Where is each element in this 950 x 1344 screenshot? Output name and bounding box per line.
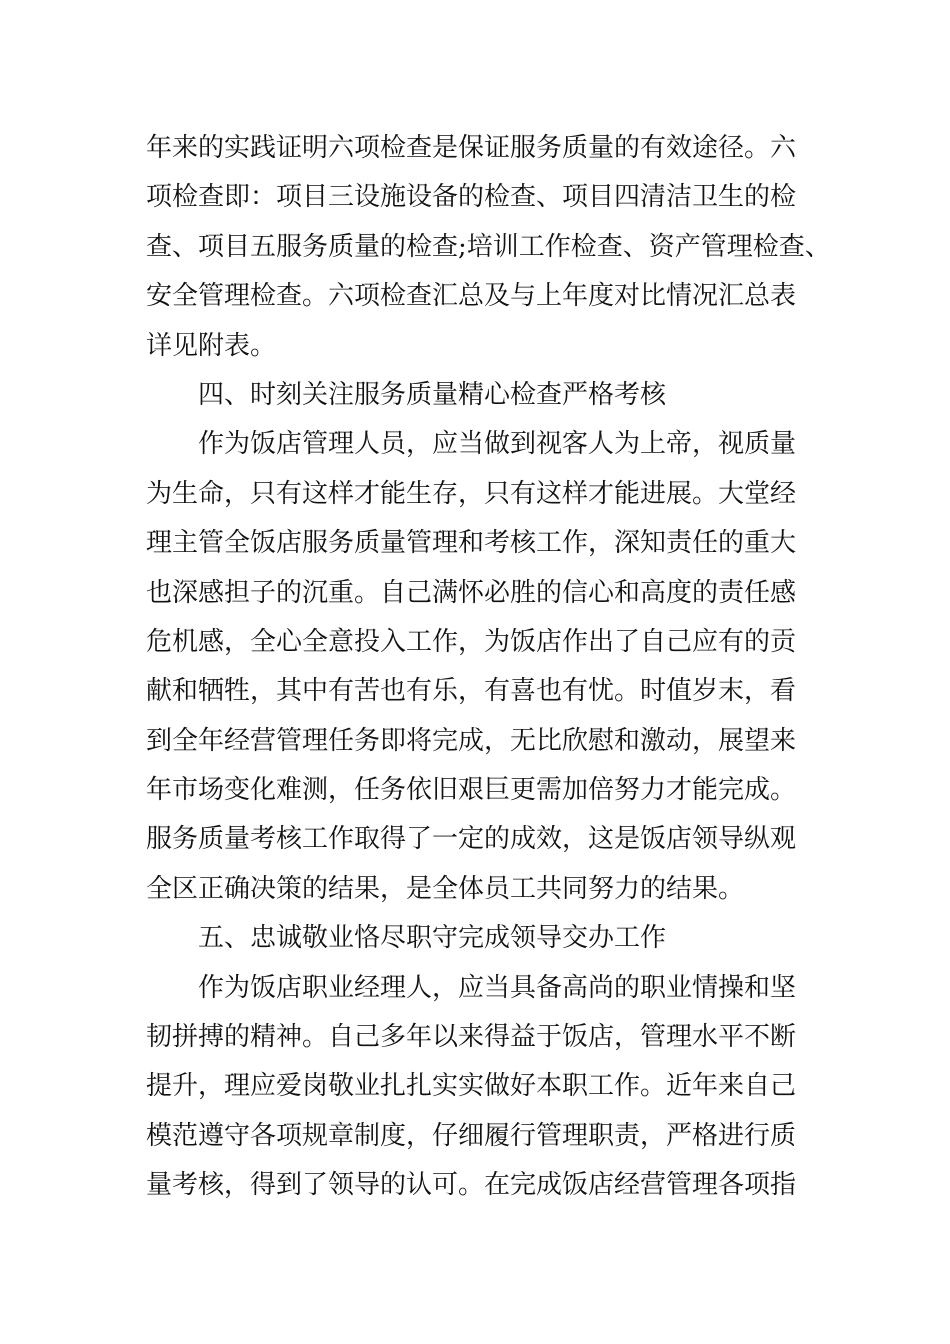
section-heading-5: 五、忠诚敬业恪尽职守完成领导交办工作	[198, 923, 667, 954]
text-line: 献和牺牲，其中有苦也有乐，有喜也有忧。时值岁末，看	[146, 676, 797, 707]
text-line: 危机感，全心全意投入工作，为饭店作出了自己应有的贡	[146, 626, 797, 657]
text-line: 查、项目五服务质量的检查;培训工作检查、资产管理检查、	[146, 231, 831, 262]
text-line: 年市场变化难测，任务依旧艰巨更需加倍努力才能完成。	[146, 775, 797, 806]
text-line: 详见附表。	[146, 330, 277, 361]
text-line: 到全年经营管理任务即将完成，无比欣慰和激动，展望来	[146, 725, 797, 756]
body-text	[146, 124, 846, 1211]
paragraph-start: 作为饭店管理人员，应当做到视客人为上帝，视质量	[198, 429, 797, 460]
text-line: 量考核，得到了领导的认可。在完成饭店经营管理各项指	[146, 1170, 797, 1201]
text-line: 提升，理应爱岗敬业扎扎实实做好本职工作。近年来自己	[146, 1071, 797, 1102]
paragraph-start: 作为饭店职业经理人，应当具备高尚的职业情操和坚	[198, 972, 797, 1003]
text-line: 安全管理检查。六项检查汇总及与上年度对比情况汇总表	[146, 281, 797, 312]
text-line: 年来的实践证明六项检查是保证服务质量的有效途径。六	[146, 133, 797, 163]
text-line: 为生命，只有这样才能生存，只有这样才能进展。大堂经	[146, 478, 797, 509]
text-line: 也深感担子的沉重。自己满怀必胜的信心和高度的责任感	[146, 577, 797, 608]
text-line: 服务质量考核工作取得了一定的成效，这是饭店领导纵观	[146, 824, 797, 855]
text-line: 韧拼搏的精神。自己多年以来得益于饭店，管理水平不断	[146, 1022, 797, 1053]
text-line: 项检查即：项目三设施设备的检查、项目四清洁卫生的检	[146, 182, 797, 213]
text-line: 模范遵守各项规章制度，仔细履行管理职责，严格进行质	[146, 1120, 797, 1151]
section-heading-4: 四、时刻关注服务质量精心检查严格考核	[198, 379, 667, 410]
text-line: 全区正确决策的结果，是全体员工共同努力的结果。	[146, 873, 745, 904]
text-line: 理主管全饭店服务质量管理和考核工作，深知责任的重大	[146, 528, 797, 559]
